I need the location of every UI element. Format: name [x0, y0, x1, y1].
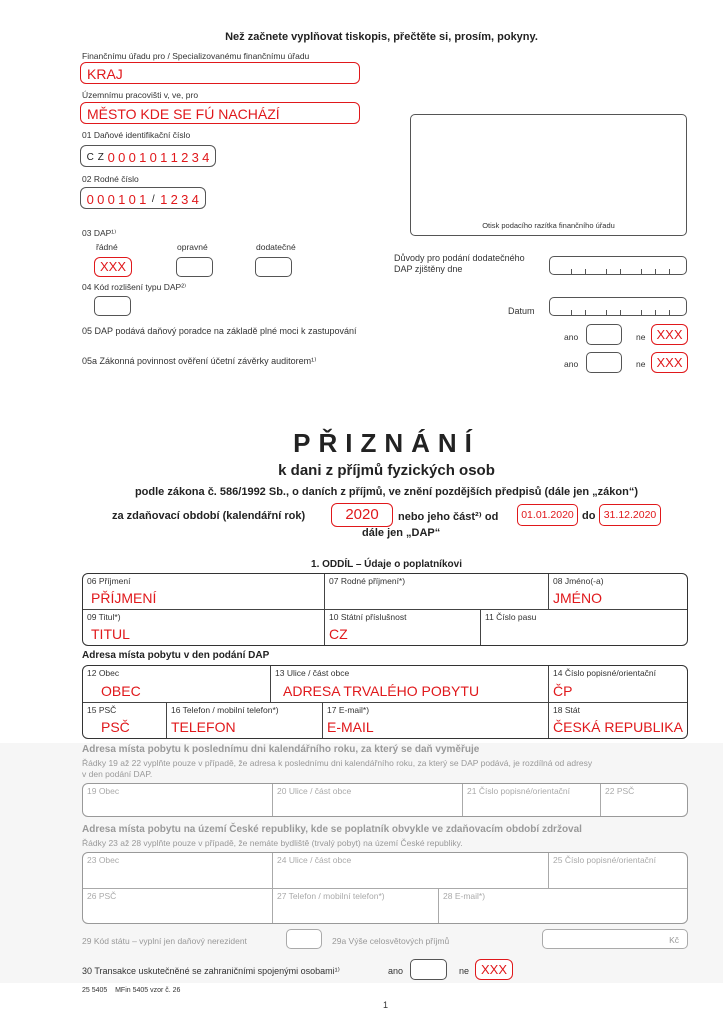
dic-digit: 1 — [170, 150, 178, 165]
field-28[interactable]: 28 E-mail*) — [443, 891, 486, 901]
rc-digit: 2 — [170, 192, 178, 207]
dic-digit: 0 — [149, 150, 157, 165]
q05a-yes-checkbox[interactable] — [586, 352, 622, 373]
dap-label: 03 DAP¹⁾ — [82, 228, 117, 238]
address3-note: Řádky 23 až 28 vyplňte pouze v případě, že nemáte bydliště (trvalý pobyt) na území České republiky. — [82, 838, 463, 848]
q29a-field[interactable]: Kč — [542, 929, 688, 949]
rc-digit: 1 — [118, 192, 126, 207]
field-25[interactable]: 25 Číslo popisné/orientační — [553, 855, 657, 865]
dap-type-additional-label: dodatečné — [256, 242, 296, 252]
field-16[interactable]: 16 Telefon / mobilní telefon*) TELEFON — [167, 703, 323, 738]
q05a-yes-label: ano — [564, 359, 579, 369]
date-from-field[interactable]: 01.01.2020 — [517, 504, 578, 526]
rc-digit: 3 — [181, 192, 189, 207]
q29-field[interactable] — [286, 929, 322, 949]
field-21[interactable]: 21 Číslo popisné/orientační — [463, 784, 601, 816]
address3-title: Adresa místa pobytu na území České republiky, kde se poplatník obvykle ve zdaňovacím období zdržoval — [82, 824, 582, 835]
field-27[interactable]: 27 Telefon / mobilní telefon*) — [273, 889, 439, 923]
dic-prefix-char: Z — [97, 152, 104, 163]
form-code: 25 5405 MFin 5405 vzor č. 26 — [82, 987, 181, 994]
field-26[interactable]: 26 PSČ — [83, 889, 273, 923]
address2-note-2: v den podání DAP. — [82, 769, 153, 779]
q05-no-label: ne — [636, 332, 646, 342]
rc-digit: 0 — [128, 192, 136, 207]
rc-digit: 0 — [97, 192, 105, 207]
field-23[interactable]: 23 Obec — [83, 853, 273, 888]
section1-grid — [82, 573, 688, 646]
field-07[interactable]: 07 Rodné příjmení*) — [325, 574, 549, 609]
kod-label: 04 Kód rozlišení typu DAP²⁾ — [82, 282, 187, 292]
date-to-label: do — [582, 510, 596, 522]
dap-type-corrective-label: opravné — [177, 242, 208, 252]
rc-digit: 0 — [107, 192, 115, 207]
q05-no-checkbox[interactable]: XXX — [651, 324, 688, 345]
field-17[interactable]: 17 E-mail*) E-MAIL — [323, 703, 549, 738]
q29a-label: 29a Výše celosvětových příjmů — [332, 936, 450, 946]
dap-corrective-checkbox[interactable] — [176, 257, 213, 277]
dic-digit: 2 — [181, 150, 189, 165]
dic-digit: 0 — [128, 150, 136, 165]
field-24[interactable]: 24 Ulice / část obce — [273, 853, 549, 888]
instruction-text: Než začnete vyplňovat tiskopis, přečtěte si, prosím, pokyny. — [225, 31, 538, 43]
rc-digit: 1 — [160, 192, 168, 207]
address2-title: Adresa místa pobytu k poslednímu dni kalendářního roku, za který se daň vyměřuje — [82, 744, 480, 755]
form-subtitle: k dani z příjmů fyzických osob — [278, 462, 495, 479]
office-field[interactable]: KRAJ — [80, 62, 360, 84]
q05-yes-label: ano — [564, 332, 579, 342]
field-19[interactable]: 19 Obec — [83, 784, 273, 816]
q30-no-label: ne — [459, 966, 470, 976]
field-08[interactable]: 08 Jméno(-a) JMÉNO — [553, 576, 604, 606]
dic-prefix-char: C — [86, 152, 94, 163]
dic-digit: 4 — [202, 150, 210, 165]
q05-yes-checkbox[interactable] — [586, 324, 622, 345]
dic-digit: 0 — [107, 150, 115, 165]
field-06[interactable]: 06 Příjmení PŘÍJMENÍ — [83, 574, 325, 609]
reasons-date-field[interactable] — [549, 256, 687, 275]
law-text: podle zákona č. 586/1992 Sb., o daních z příjmů, ve znění pozdějších předpisů (dále jen „zákon“) — [134, 486, 639, 498]
q30-yes-checkbox[interactable] — [410, 959, 447, 980]
field-15[interactable]: 15 PSČ PSČ — [83, 703, 167, 738]
datum-label: Datum — [508, 306, 535, 316]
dap-additional-checkbox[interactable] — [255, 257, 292, 277]
reasons-label-2: DAP zjištěny dne — [394, 264, 463, 274]
dic-label: 01 Daňové identifikační číslo — [82, 130, 191, 140]
date-to-field[interactable]: 31.12.2020 — [599, 504, 661, 526]
stamp-box: Otisk podacího razítka finančního úřadu — [410, 114, 687, 236]
q05a-no-label: ne — [636, 359, 646, 369]
field-14[interactable]: 14 Číslo popisné/orientační ČP — [553, 668, 657, 699]
q05a-label: 05a Zákonná povinnost ověření účetní závěrky auditorem¹⁾ — [82, 356, 317, 366]
kod-field[interactable] — [94, 296, 131, 316]
form-title: PŘIZNÁNÍ — [293, 428, 480, 458]
rc-digit: 1 — [139, 192, 147, 207]
q05a-no-checkbox[interactable]: XXX — [651, 352, 688, 373]
address1-grid — [82, 665, 688, 739]
rc-label: 02 Rodné číslo — [82, 174, 139, 184]
dap-short-label: dále jen „DAP“ — [362, 527, 441, 539]
workplace-field[interactable]: MĚSTO KDE SE FÚ NACHÁZÍ — [80, 102, 360, 124]
q30-label: 30 Transakce uskutečněné se zahraničními spojenými osobami¹⁾ — [82, 966, 340, 976]
rc-digit: 0 — [86, 192, 94, 207]
address1-title: Adresa místa pobytu v den podání DAP — [82, 650, 270, 661]
period-part-label: nebo jeho část²⁾ od — [398, 511, 499, 523]
field-18[interactable]: 18 Stát ČESKÁ REPUBLIKA — [553, 705, 683, 735]
period-label: za zdaňovací období (kalendářní rok) — [112, 510, 306, 522]
page-number: 1 — [383, 1000, 389, 1010]
section1-title: 1. ODDÍL – Údaje o poplatníkovi — [311, 559, 462, 570]
q05-label: 05 DAP podává daňový poradce na základě plné moci k zastupování — [82, 326, 357, 336]
reasons-label-1: Důvody pro podání dodatečného — [394, 253, 525, 263]
rc-slash: / — [151, 194, 155, 205]
dic-digit: 1 — [139, 150, 147, 165]
dic-digit: 1 — [160, 150, 168, 165]
office-label: Finančnímu úřadu pro / Specializovanému finančnímu úřadu — [82, 51, 310, 61]
field-22[interactable]: 22 PSČ — [605, 786, 635, 796]
dic-field[interactable] — [80, 145, 216, 167]
address2-note-1: Řádky 19 až 22 vyplňte pouze v případě, že adresa k poslednímu dni kalendářního roku, za který se DAP podává, je rozdílná od adresy — [82, 758, 593, 768]
address2-grid — [82, 783, 688, 817]
workplace-label: Územnímu pracovišti v, ve, pro — [82, 90, 199, 100]
field-11[interactable]: 11 Číslo pasu — [485, 612, 537, 622]
rc-field[interactable] — [80, 187, 206, 209]
rc-digit: 4 — [191, 192, 199, 207]
dic-digit: 0 — [118, 150, 126, 165]
q29-label: 29 Kód státu – vyplní jen daňový nerezident — [82, 936, 247, 946]
dap-type-regular-label: řádné — [96, 242, 118, 252]
field-10[interactable]: 10 Státní příslušnost CZ — [325, 610, 481, 645]
dic-digit: 3 — [191, 150, 199, 165]
field-20[interactable]: 20 Ulice / část obce — [273, 784, 463, 816]
field-09[interactable]: 09 Titul*) TITUL — [83, 610, 325, 645]
year-field[interactable]: 2020 — [331, 503, 393, 527]
field-13[interactable]: 13 Ulice / část obce ADRESA TRVALÉHO POBYTU — [271, 666, 549, 702]
dap-regular-checkbox[interactable]: XXX — [94, 257, 132, 277]
q30-yes-label: ano — [388, 966, 404, 976]
field-12[interactable]: 12 Obec OBEC — [83, 666, 271, 702]
datum-field[interactable] — [549, 297, 687, 316]
address3-grid — [82, 852, 688, 924]
q30-no-checkbox[interactable]: XXX — [475, 959, 513, 980]
